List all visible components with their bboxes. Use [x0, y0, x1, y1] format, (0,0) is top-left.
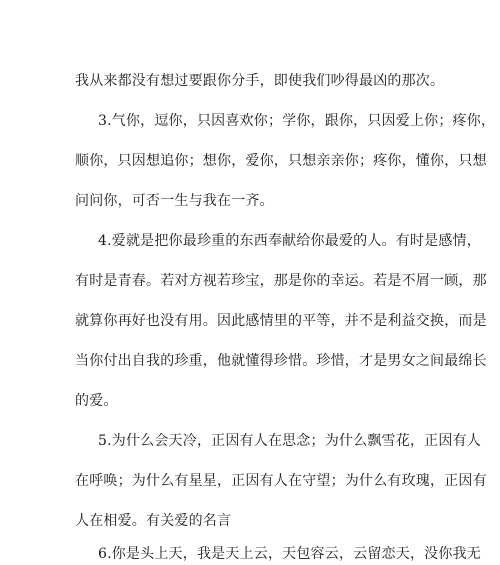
paragraph-line: 在呼唤；为什么有星星，正因有人在守望；为什么有玫瑰，正因有: [75, 473, 487, 489]
paragraph-line: 就算你再好也没有用。因此感情里的平等，并不是利益交换，而是: [75, 313, 487, 329]
paragraph-line: 我从来都没有想过要跟你分手，即使我们吵得最凶的那次。: [75, 73, 445, 89]
paragraph-line: 5.为什么会天冷，正因有人在思念；为什么飘雪花，正因有人: [98, 433, 481, 449]
paragraph-line: 顺你，只因想追你；想你，爱你，只想亲亲你；疼你，懂你，只想: [75, 153, 487, 169]
paragraph-line: 4.爱就是把你最珍重的东西奉献给你最爱的人。有时是感情，: [98, 233, 481, 249]
paragraph-line: 当你付出自我的珍重，他就懂得珍惜。珍惜，才是男女之间最绵长: [75, 353, 487, 369]
paragraph-line: 3.气你，逗你，只因喜欢你；学你，跟你，只因爱上你；疼你，: [98, 113, 496, 129]
paragraph-line: 问问你，可否一生与我在一齐。: [75, 193, 274, 209]
paragraph-line: 有时是青春。若对方视若珍宝，那是你的幸运。若是不屑一顾，那: [75, 273, 487, 289]
paragraph-line: 6.你是头上天，我是天上云，天包容云，云留恋天，没你我无: [98, 546, 481, 562]
paragraph-line: 人在相爱。有关爱的名言: [75, 513, 232, 529]
paragraph-line: 的爱。: [75, 393, 118, 409]
